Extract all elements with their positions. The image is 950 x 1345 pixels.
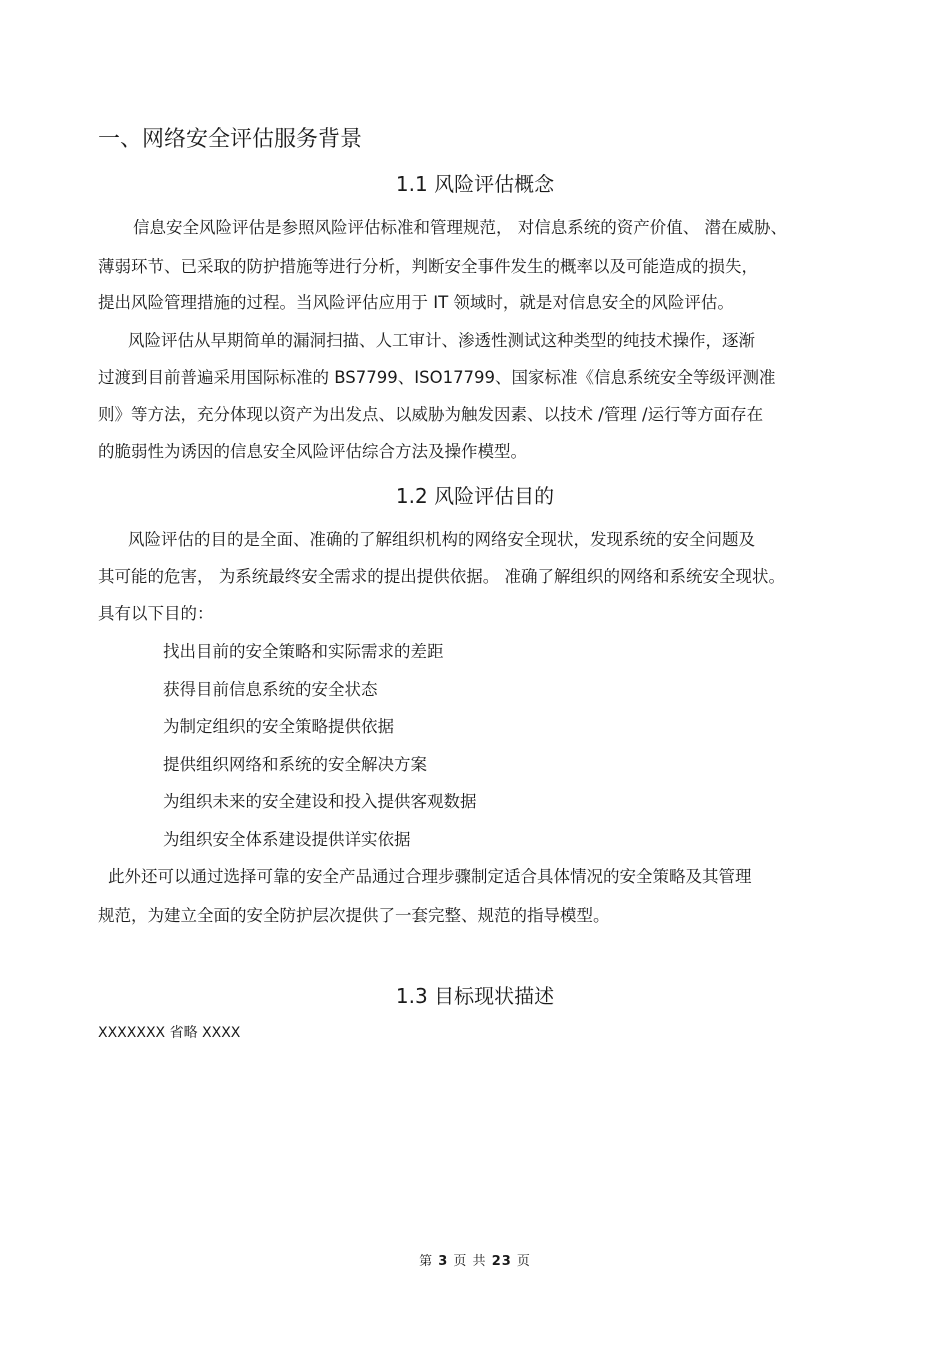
footer-prefix: 第 [419, 1254, 434, 1269]
placeholder-text: XXXXXXX 省略 XXXX [98, 1025, 241, 1041]
paragraph-line: 则》等方法，充分体现以资产为出发点、以威胁为触发因素、以技术 /管理 /运行等方面存在 [98, 405, 764, 424]
paragraph-line: 规范，为建立全面的安全防护层次提供了一套完整、规范的指导模型。 [98, 906, 610, 925]
subsection-heading-1-1: 1.1 风险评估概念 [395, 172, 555, 196]
paragraph-line: 信息安全风险评估是参照风险评估标准和管理规范， 对信息系统的资产价值、 潜在威胁、 [133, 218, 787, 237]
list-item: 找出目前的安全策略和实际需求的差距 [163, 642, 444, 661]
total-page-count: 23 [491, 1254, 512, 1269]
paragraph-line: 过渡到目前普遍采用国际标准的 BS7799、ISO17799、国家标准《信息系统安全等级评测准 [98, 368, 776, 387]
subsection-heading-1-3: 1.3 目标现状描述 [395, 984, 555, 1008]
paragraph-line: 具有以下目的： [98, 604, 214, 623]
footer-suffix: 页 [516, 1254, 531, 1269]
page-footer [0, 1250, 950, 1269]
paragraph-line: 的脆弱性为诱因的信息安全风险评估综合方法及操作模型。 [98, 442, 527, 461]
paragraph-line: 其可能的危害， 为系统最终安全需求的提出提供依据。 准确了解组织的网络和系统安全现状。 [98, 567, 785, 586]
paragraph-line: 此外还可以通过选择可靠的安全产品通过合理步骤制定适合具体情况的安全策略及其管理 [108, 867, 752, 886]
paragraph-line: 薄弱环节、已采取的防护措施等进行分析，判断安全事件发生的概率以及可能造成的损失， [98, 257, 758, 276]
list-item: 为组织安全体系建设提供详实依据 [163, 830, 411, 849]
list-item: 获得目前信息系统的安全状态 [163, 680, 378, 699]
list-item: 提供组织网络和系统的安全解决方案 [163, 755, 427, 774]
footer-mid: 页 共 [453, 1254, 487, 1269]
paragraph-line: 风险评估的目的是全面、准确的了解组织机构的网络安全现状，发现系统的安全问题及 [128, 530, 755, 549]
subsection-heading-1-2: 1.2 风险评估目的 [395, 484, 555, 508]
paragraph-line: 风险评估从早期简单的漏洞扫描、人工审计、渗透性测试这种类型的纯技术操作，逐渐 [128, 331, 755, 350]
list-item: 为组织未来的安全建设和投入提供客观数据 [163, 792, 477, 811]
paragraph-line: 提出风险管理措施的过程。当风险评估应用于 IT 领域时，就是对信息安全的风险评估。 [98, 293, 734, 312]
list-item: 为制定组织的安全策略提供依据 [163, 717, 394, 736]
section-heading: 一、网络安全评估服务背景 [98, 127, 363, 152]
current-page-number: 3 [438, 1254, 449, 1269]
